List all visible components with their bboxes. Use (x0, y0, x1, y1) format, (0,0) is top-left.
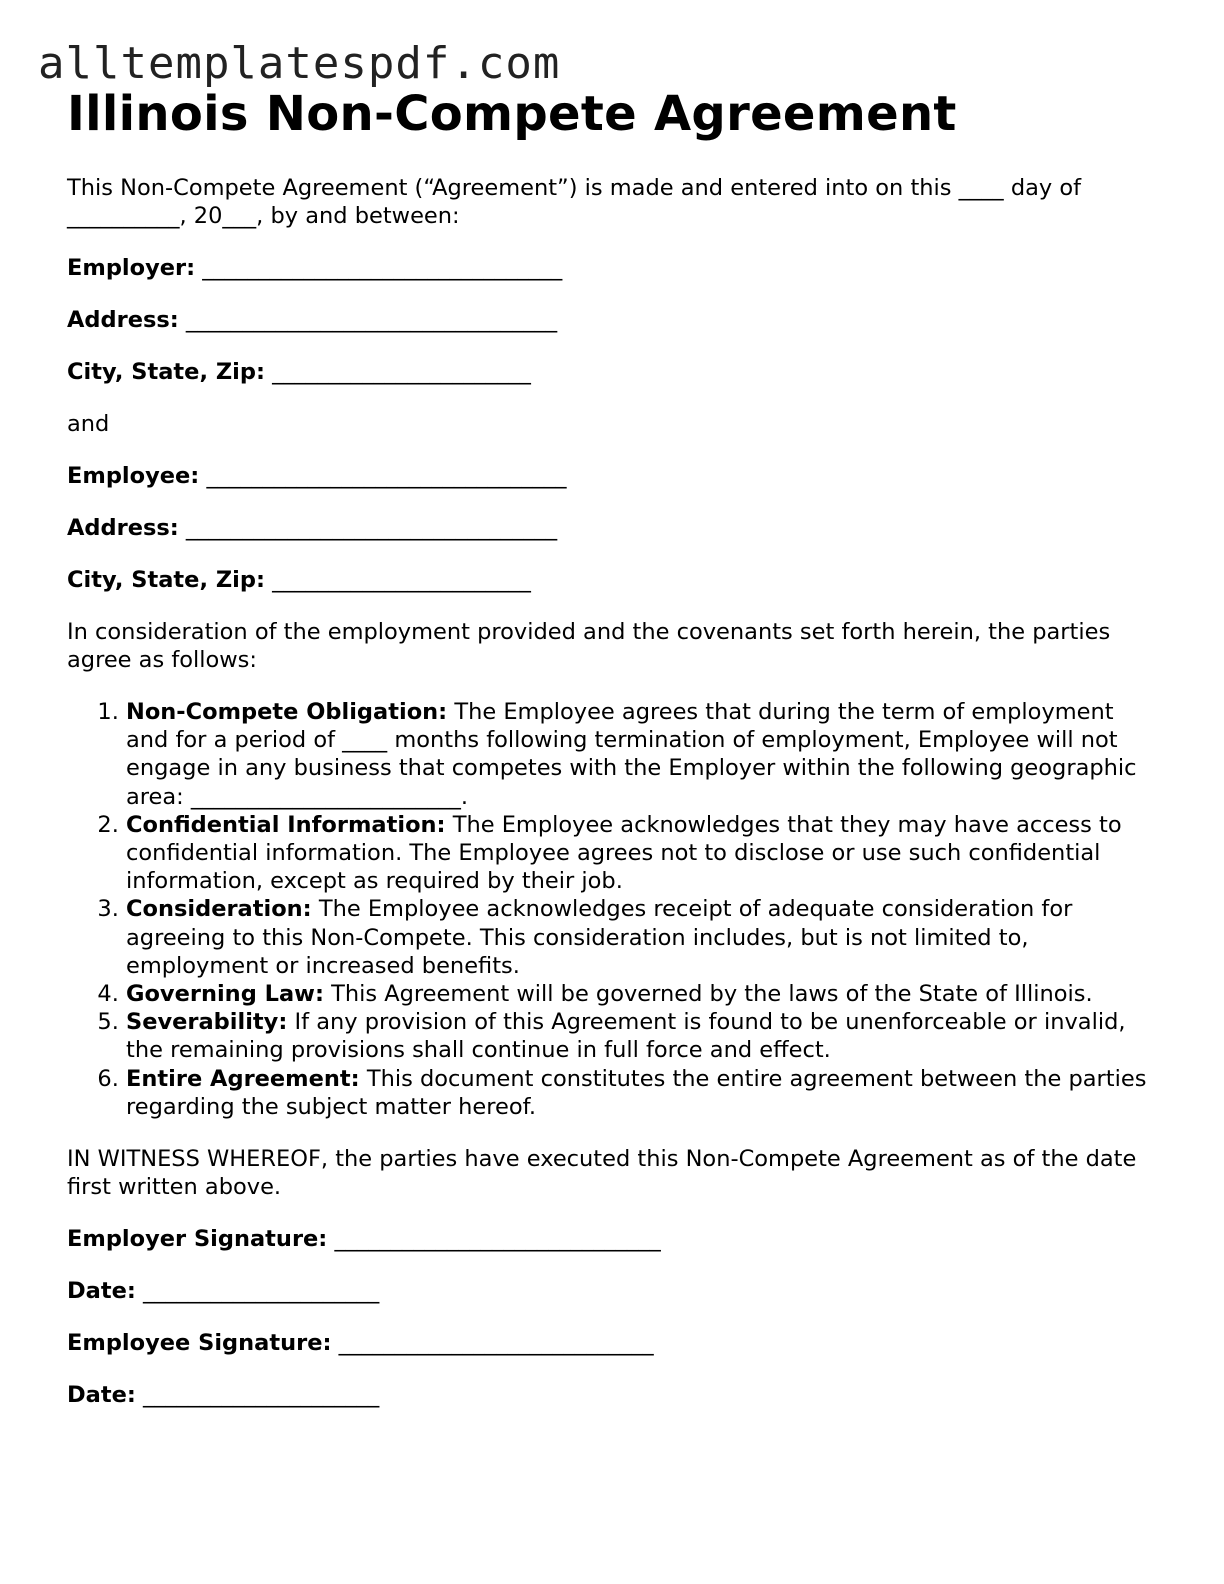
employer-signature-blank[interactable]: _____________________________ (334, 1226, 661, 1253)
employer-address-field[interactable] (67, 306, 1157, 334)
clause-text: The Employee agrees that during the term of employment and for a period of ____ months following termination of employment, Employee will not engage in any business that competes with the Employer within the following geographic area: ________________________. (126, 699, 1137, 810)
clause-text: If any provision of this Agreement is found to be unenforceable or invalid, the remaining provisions shall continue in full force and effect. (126, 1009, 1126, 1064)
employee-name-field[interactable] (67, 462, 1157, 490)
and-text: and (67, 411, 110, 437)
employer-city-blank[interactable]: _______________________ (272, 359, 531, 385)
clause-title: Severability: (126, 1009, 288, 1036)
clause-item (126, 980, 1157, 1008)
clause-title: Consideration: (126, 896, 312, 923)
employee-signature-field[interactable] (67, 1329, 1157, 1357)
employee-city-blank[interactable]: _______________________ (272, 567, 531, 593)
employer-date-label: Date: (67, 1278, 136, 1305)
clause-title: Non-Compete Obligation: (126, 699, 448, 725)
employee-address-blank[interactable]: _________________________________ (185, 515, 558, 541)
watermark: alltemplatespdf.com (38, 38, 561, 89)
clause-item (126, 698, 1157, 811)
employer-address-label: Address: (67, 307, 179, 333)
employee-address-field[interactable] (67, 514, 1157, 542)
clause-title: Governing Law: (126, 981, 324, 1008)
employee-address-label: Address: (67, 515, 179, 541)
clause-text: This Agreement will be governed by the laws of the State of Illinois. (331, 981, 1093, 1008)
employer-date-field[interactable] (67, 1277, 1157, 1305)
clause-item (126, 895, 1157, 980)
employee-city-label: City, State, Zip: (67, 567, 265, 593)
intro-line-2: __________, 20___, by and between: (67, 203, 460, 229)
clause-list (67, 698, 1157, 1121)
clause-title: Entire Agreement: (126, 1065, 360, 1092)
employee-signature-blank[interactable]: ____________________________ (338, 1330, 654, 1357)
employee-signature-label: Employee Signature: (67, 1330, 332, 1357)
clause-text: This document constitutes the entire agreement between the parties regarding the subject matter hereof. (126, 1065, 1147, 1120)
employer-signature-field[interactable] (67, 1225, 1157, 1253)
clause-item (126, 811, 1157, 896)
employer-name-label: Employer: (67, 255, 196, 281)
document-body (67, 86, 1157, 1409)
employee-date-blank[interactable]: _____________________ (143, 1382, 380, 1409)
employee-date-field[interactable] (67, 1381, 1157, 1409)
consideration-paragraph: In consideration of the employment provided and the covenants set forth herein, the parties agree as follows: (67, 619, 1111, 673)
clause-item (126, 1065, 1157, 1121)
page-title: Illinois Non-Compete Agreement (67, 86, 957, 142)
employee-date-label: Date: (67, 1382, 136, 1409)
witness-paragraph: IN WITNESS WHEREOF, the parties have executed this Non-Compete Agreement as of the date first written above. (67, 1146, 1137, 1201)
clause-text: The Employee acknowledges receipt of adequate consideration for agreeing to this Non-Compete. This consideration includes, but is not limited to, employment or increased benefits. (126, 896, 1073, 979)
intro-line-1: This Non-Compete Agreement (“Agreement”) is made and entered into on this ____ day of (67, 175, 1082, 201)
employer-city-label: City, State, Zip: (67, 359, 265, 385)
employee-city-field[interactable] (67, 566, 1157, 594)
employer-signature-label: Employer Signature: (67, 1226, 328, 1253)
employer-name-field[interactable] (67, 254, 1157, 282)
intro-paragraph (67, 174, 1157, 230)
employer-date-blank[interactable]: _____________________ (143, 1278, 380, 1305)
clause-title: Confidential Information: (126, 811, 446, 838)
employer-name-blank[interactable]: ________________________________ (202, 255, 563, 281)
employee-name-blank[interactable]: ________________________________ (206, 463, 567, 489)
employer-city-field[interactable] (67, 358, 1157, 386)
employee-name-label: Employee: (67, 463, 200, 489)
clause-item (126, 1008, 1157, 1064)
clause-text: The Employee acknowledges that they may have access to confidential information. The Employee agrees not to disclose or use such confidential information, except as required by their job. (126, 811, 1122, 895)
employer-address-blank[interactable]: _________________________________ (185, 307, 558, 333)
